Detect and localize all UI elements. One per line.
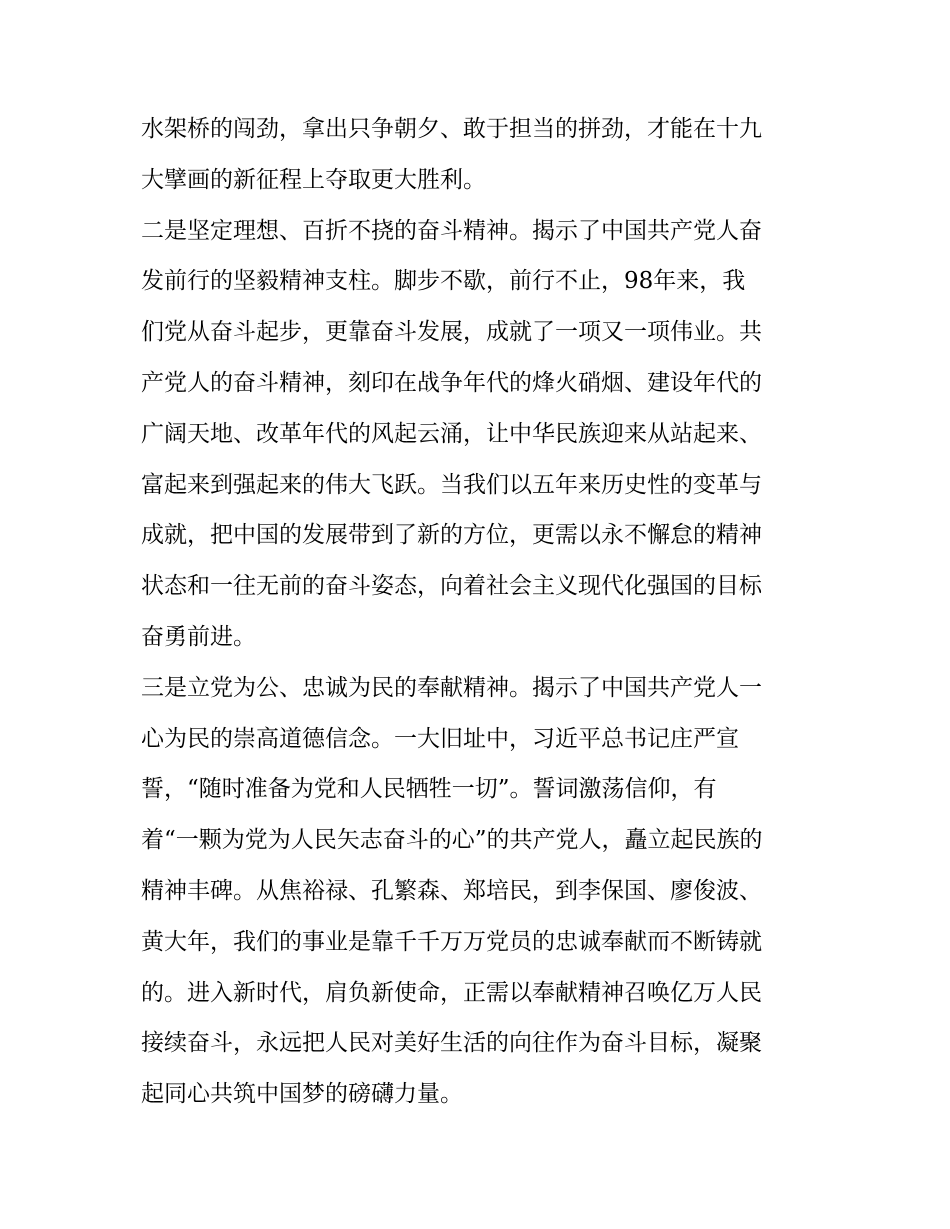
text-line: 二是坚定理想、百折不挠的奋斗精神。揭示了中国共产党人奋 xyxy=(141,217,762,244)
text-line: 誓，“随时准备为党和人民牺牲一切”。誓词激荡信仰，有 xyxy=(141,776,717,803)
text-line: 们党从奋斗起步，更靠奋斗发展，成就了一项又一项伟业。共 xyxy=(141,319,762,346)
text-line: 接续奋斗，永远把人民对美好生活的向往作为奋斗目标，凝聚 xyxy=(141,1030,762,1057)
text-line: 产党人的奋斗精神，刻印在战争年代的烽火硝烟、建设年代的 xyxy=(141,369,762,396)
text-line: 大擘画的新征程上夺取更大胜利。 xyxy=(141,166,486,193)
text-line: 心为民的崇高道德信念。一大旧址中，习近平总书记庄严宣 xyxy=(141,725,739,752)
text-line: 黄大年，我们的事业是靠千千万万党员的忠诚奉献而不断铸就 xyxy=(141,928,762,955)
text-line: 起同心共筑中国梦的磅礴力量。 xyxy=(141,1081,463,1108)
text-line: 的。进入新时代，肩负新使命，正需以奉献精神召唤亿万人民 xyxy=(141,979,762,1006)
text-line: 精神丰碑。从焦裕禄、孔繁森、郑培民，到李保国、廖俊波、 xyxy=(141,877,762,904)
text-line: 三是立党为公、忠诚为民的奉献精神。揭示了中国共产党人一 xyxy=(141,674,762,701)
text-line: 奋勇前进。 xyxy=(141,623,256,650)
text-line: 水架桥的闯劲，拿出只争朝夕、敢于担当的拼劲，才能在十九 xyxy=(141,116,762,142)
text-line: 发前行的坚毅精神支柱。脚步不歇，前行不止，98年来，我 xyxy=(141,268,746,295)
text-line: 富起来到强起来的伟大飞跃。当我们以五年来历史性的变革与 xyxy=(141,471,762,498)
text-line: 成就，把中国的发展带到了新的方位，更需以永不懈怠的精神 xyxy=(141,522,762,549)
text-line: 广阔天地、改革年代的风起云涌，让中华民族迎来从站起来、 xyxy=(141,420,762,447)
text-line: 状态和一往无前的奋斗姿态，向着社会主义现代化强国的目标 xyxy=(141,573,762,600)
text-line: 着“一颗为党为人民矢志奋斗的心”的共产党人，矗立起民族的 xyxy=(141,827,763,854)
body-text xyxy=(141,104,821,1120)
